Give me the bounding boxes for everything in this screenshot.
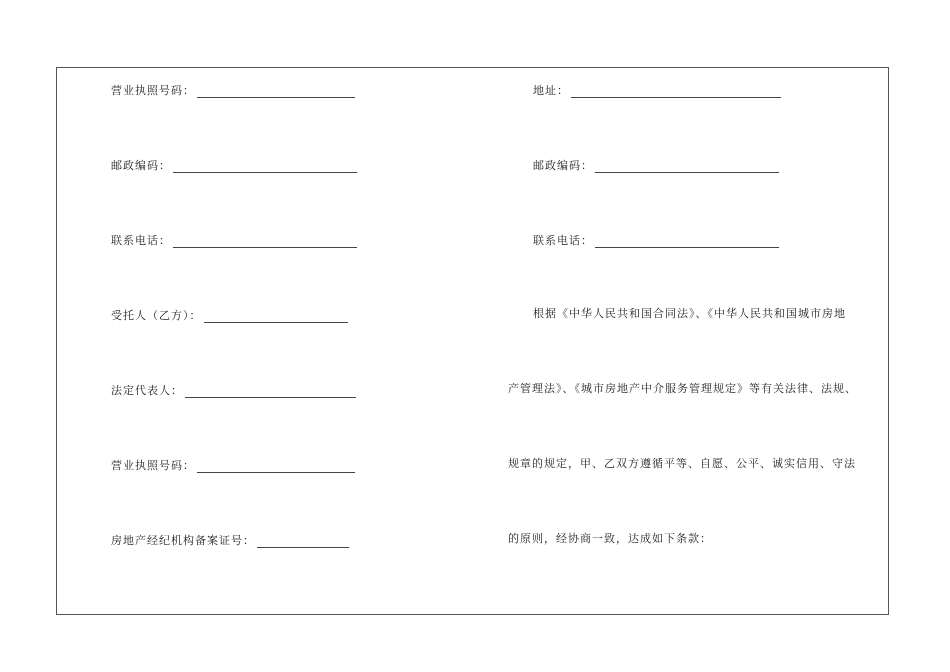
legal-rep-label: 法定代表人： xyxy=(111,384,183,397)
preamble-line-2: 产管理法》、《城市房地产中介服务管理规定》等有关法律、法规、 xyxy=(508,382,857,395)
address-field[interactable] xyxy=(533,78,781,98)
phone-blank-left[interactable] xyxy=(173,234,357,248)
phone-field-left[interactable] xyxy=(111,228,357,248)
postal-code-field-right[interactable] xyxy=(533,153,779,173)
phone-label-right: 联系电话： xyxy=(533,234,593,247)
postal-code-blank-left[interactable] xyxy=(173,159,357,173)
postal-code-label-right: 邮政编码： xyxy=(533,159,593,172)
trustee-blank[interactable] xyxy=(204,309,348,323)
agency-record-blank[interactable] xyxy=(257,534,349,548)
preamble-line-4: 的原则，经协商一致，达成如下条款： xyxy=(508,532,712,545)
business-license-label-2: 营业执照号码： xyxy=(111,459,195,472)
business-license-field[interactable] xyxy=(111,78,355,98)
postal-code-field-left[interactable] xyxy=(111,153,357,173)
business-license-blank[interactable] xyxy=(197,84,355,98)
phone-label-left: 联系电话： xyxy=(111,234,171,247)
phone-blank-right[interactable] xyxy=(595,234,779,248)
preamble-line-3: 规章的规定，甲、乙双方遵循平等、自愿、公平、诚实信用、守法 xyxy=(508,457,856,470)
business-license-label: 营业执照号码： xyxy=(111,84,195,97)
preamble-line-1: 根据《中华人民共和国合同法》、《中华人民共和国城市房地 xyxy=(533,307,846,320)
address-blank[interactable] xyxy=(571,84,781,98)
trustee-label: 受托人（乙方）： xyxy=(111,309,202,322)
phone-field-right[interactable] xyxy=(533,228,779,248)
agency-record-field[interactable] xyxy=(111,528,349,548)
postal-code-label-left: 邮政编码： xyxy=(111,159,171,172)
business-license-blank-2[interactable] xyxy=(197,459,355,473)
trustee-field[interactable] xyxy=(111,303,348,323)
legal-rep-field[interactable] xyxy=(111,378,356,398)
business-license-field-2[interactable] xyxy=(111,453,355,473)
agency-record-label: 房地产经纪机构备案证号： xyxy=(111,534,255,547)
postal-code-blank-right[interactable] xyxy=(595,159,779,173)
legal-rep-blank[interactable] xyxy=(185,384,356,398)
address-label: 地址： xyxy=(533,84,569,97)
